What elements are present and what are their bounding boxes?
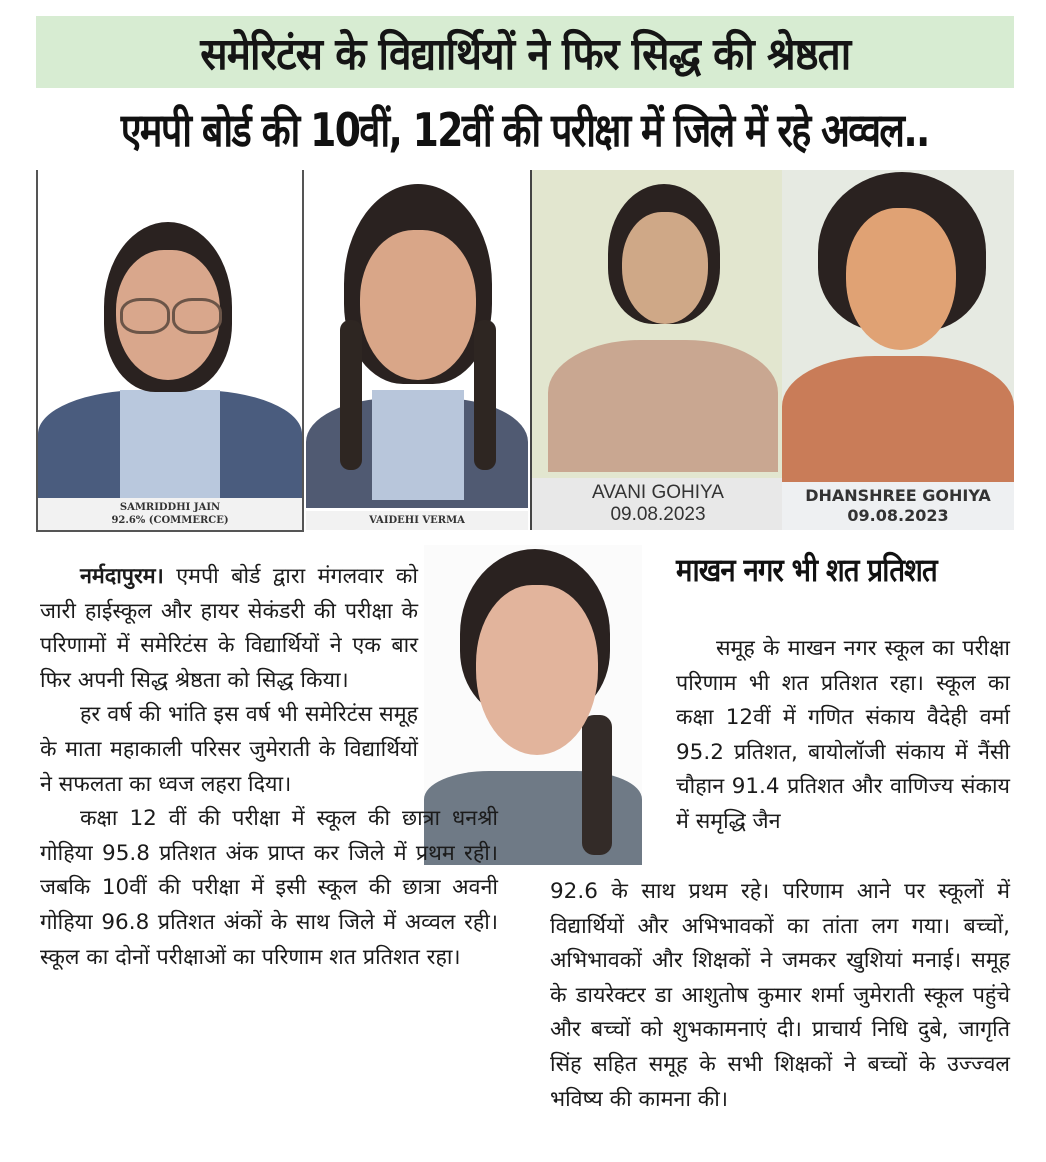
paragraph-makhan-nagar: समूह के माखन नगर स्कूल का परीक्षा परिणाम भी शत प्रतिशत रहा। स्कूल का कक्षा 12वीं में गणित संकाय वैदेही वर्मा 95.2 प्रतिशत, बायोलॉजी संकाय में नैंसी चौहान 91.4 प्रतिशत और वाणिज्य संकाय में समृद्धि जैन <box>676 636 1010 834</box>
caption-name: VAIDEHI VERMA <box>369 515 465 526</box>
paragraph-second: हर वर्ष की भांति इस वर्ष भी समेरिटंस समूह के माता महाकाली परिसर जुमेराती के विद्यार्थियों ने सफलता का ध्वज लहरा दिया। <box>40 702 418 797</box>
article-left-column <box>40 560 498 975</box>
caption-name: AVANI GOHIYA <box>592 482 724 503</box>
subheading: माखन नगर भी शत प्रतिशत <box>676 551 937 589</box>
photo-caption <box>782 482 1014 530</box>
portrait-image <box>306 170 528 505</box>
photo-caption <box>306 511 528 530</box>
portrait-image <box>532 170 784 472</box>
paragraph-intro <box>40 560 418 698</box>
caption-detail: 92.6% (COMMERCE) <box>111 515 229 526</box>
paragraph-celebration: 92.6 के साथ प्रथम रहे। परिणाम आने पर स्कूलों में विद्यार्थियों और अभिभावकों का तांता लग गया। बच्चों, अभिभावकों और शिक्षकों ने जमकर खुशियां मनाई। समूह के डायरेक्टर डा आशुतोष कुमार शर्मा जुमेराती स्कूल पहुंचे और बच्चों को शुभकामनाएं दी। प्राचार्य निधि दुबे, जागृति सिंह सहित समूह के सभी शिक्षकों ने बच्चों के उज्ज्वल भविष्य की कामना की। <box>550 879 1010 1112</box>
portrait-image <box>38 170 302 500</box>
photo-caption <box>532 478 784 530</box>
student-photo-samriddhi <box>36 170 304 532</box>
dateline: नर्मदापुरम। <box>80 564 164 589</box>
article-right-column-bottom <box>550 875 1010 1117</box>
caption-name: SAMRIDDHI JAIN <box>119 502 221 513</box>
student-photo-avani <box>530 170 784 530</box>
headline-primary-band <box>36 16 1014 88</box>
caption-name: DHANSHREE GOHIYA <box>805 486 991 505</box>
caption-date: 09.08.2023 <box>610 504 706 525</box>
article-right-column-top <box>676 632 1010 840</box>
headline-primary: समेरिटंस के विद्यार्थियों ने फिर सिद्ध की श्रेष्ठता <box>199 29 851 80</box>
student-photo-dhanshree <box>782 170 1014 530</box>
headline-secondary: एमपी बोर्ड की 10वीं, 12वीं की परीक्षा में जिले में रहे अव्वल.. <box>120 103 930 157</box>
student-photo-vaidehi <box>306 170 528 530</box>
paragraph-third: कक्षा 12 वीं की परीक्षा में स्कूल की छात्रा धनश्री गोहिया 95.8 प्रतिशत अंक प्राप्त कर जिले में प्रथम रही। जबकि 10वीं की परीक्षा में इसी स्कूल की छात्रा अवनी गोहिया 96.8 प्रतिशत अंकों के साथ जिले में अव्वल रही। स्कूल का दोनों परीक्षाओं का परिणाम शत प्रतिशत रहा। <box>40 806 498 970</box>
portrait-image <box>782 170 1014 482</box>
photo-caption <box>38 498 302 530</box>
headline-secondary-band <box>36 94 1014 164</box>
paragraph-intro-text: एमपी बोर्ड द्वारा मंगलवार को जारी हाईस्कूल और हायर सेकंडरी की परीक्षा के परिणामों में समेरिटंस के विद्यार्थियों ने एक बार फिर अपनी सिद्ध श्रेष्ठता को सिद्ध किया। <box>40 564 418 693</box>
caption-date: 09.08.2023 <box>847 506 949 525</box>
